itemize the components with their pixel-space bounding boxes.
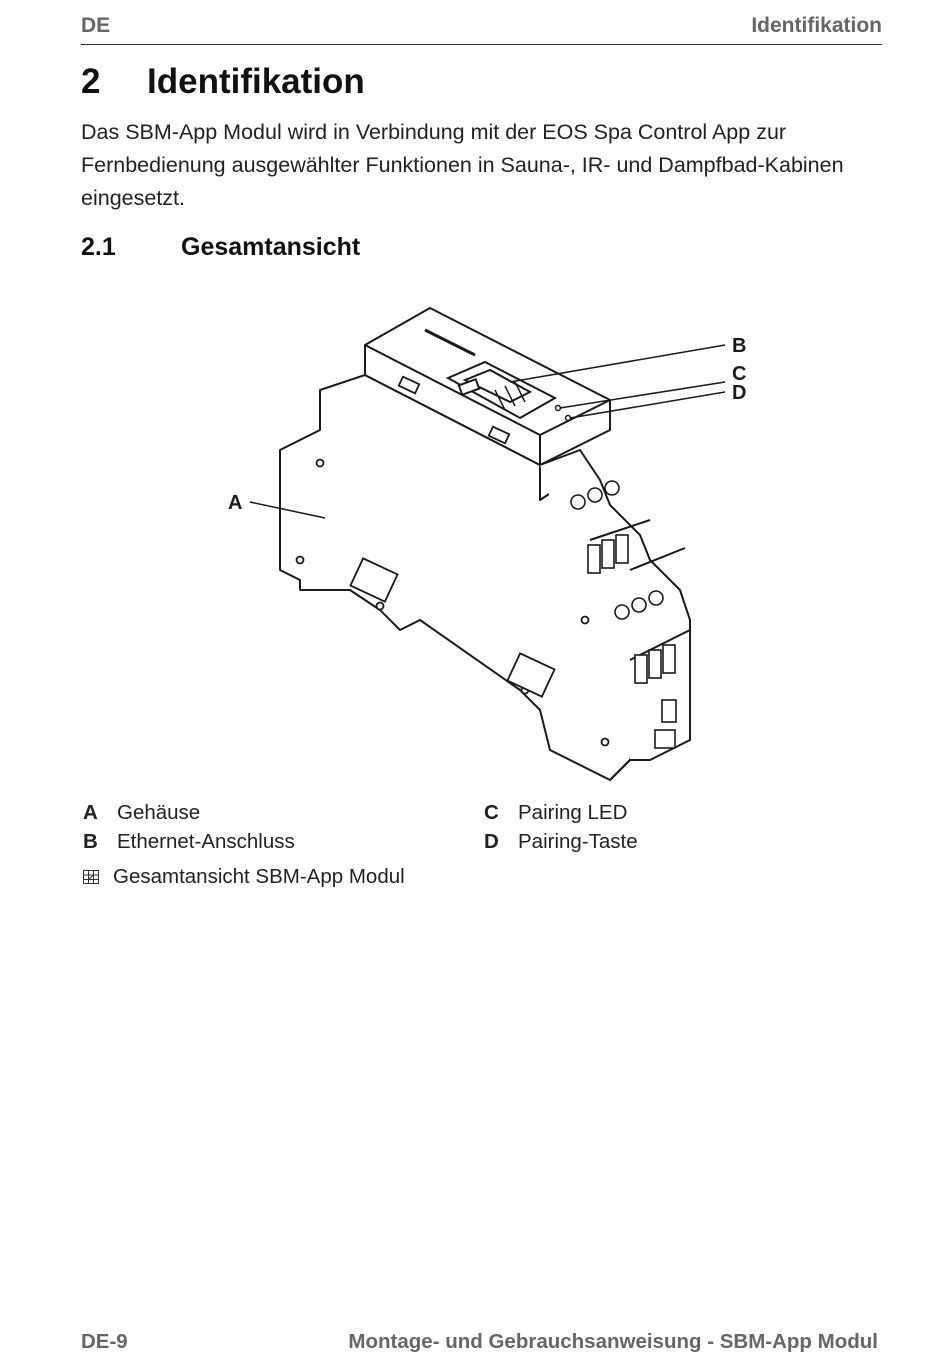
callout-d: D (732, 382, 747, 404)
header-section-title: Identifikation (751, 14, 882, 37)
intro-paragraph: Das SBM-App Modul wird in Verbindung mit der EOS Spa Control App zur Fernbedienung ausgewählter Funktionen in Sauna-, IR- und Dampfbad-Kabinen eingesetzt. (81, 120, 844, 210)
legend-key: B (83, 830, 98, 853)
device-illustration (210, 290, 770, 790)
callout-a: A (228, 492, 243, 514)
section-number: 2.1 (81, 233, 116, 261)
legend-label: Pairing-Taste (518, 830, 638, 853)
figure-caption (83, 865, 405, 889)
legend-label: Pairing LED (518, 801, 628, 824)
legend-item (484, 827, 638, 856)
chapter-title: Identifikation (147, 62, 365, 101)
legend-label: Ethernet-Anschluss (117, 830, 295, 853)
header-language: DE (81, 14, 111, 37)
legend-item (83, 798, 295, 827)
legend-right (484, 798, 638, 856)
callout-b: B (732, 335, 747, 357)
legend-label: Gehäuse (117, 801, 201, 824)
legend-key: A (83, 801, 98, 824)
callout-c: C (732, 363, 747, 385)
page-header (81, 12, 882, 45)
chapter-number: 2 (81, 62, 101, 101)
legend-key: D (484, 830, 499, 853)
legend-left (83, 798, 295, 856)
caption-text: Gesamtansicht SBM-App Modul (113, 865, 405, 888)
legend-key: C (484, 801, 499, 824)
section-title: Gesamtansicht (181, 233, 361, 261)
section-heading (81, 233, 360, 262)
legend-item (484, 798, 638, 827)
sbm-module-drawing (210, 290, 770, 790)
figure-grid-icon (83, 870, 99, 884)
legend-item (83, 827, 295, 856)
footer-document-title: Montage- und Gebrauchsanweisung - SBM-App Modul (348, 1330, 878, 1353)
footer-page-number: DE-9 (81, 1330, 128, 1353)
chapter-heading (81, 62, 365, 102)
